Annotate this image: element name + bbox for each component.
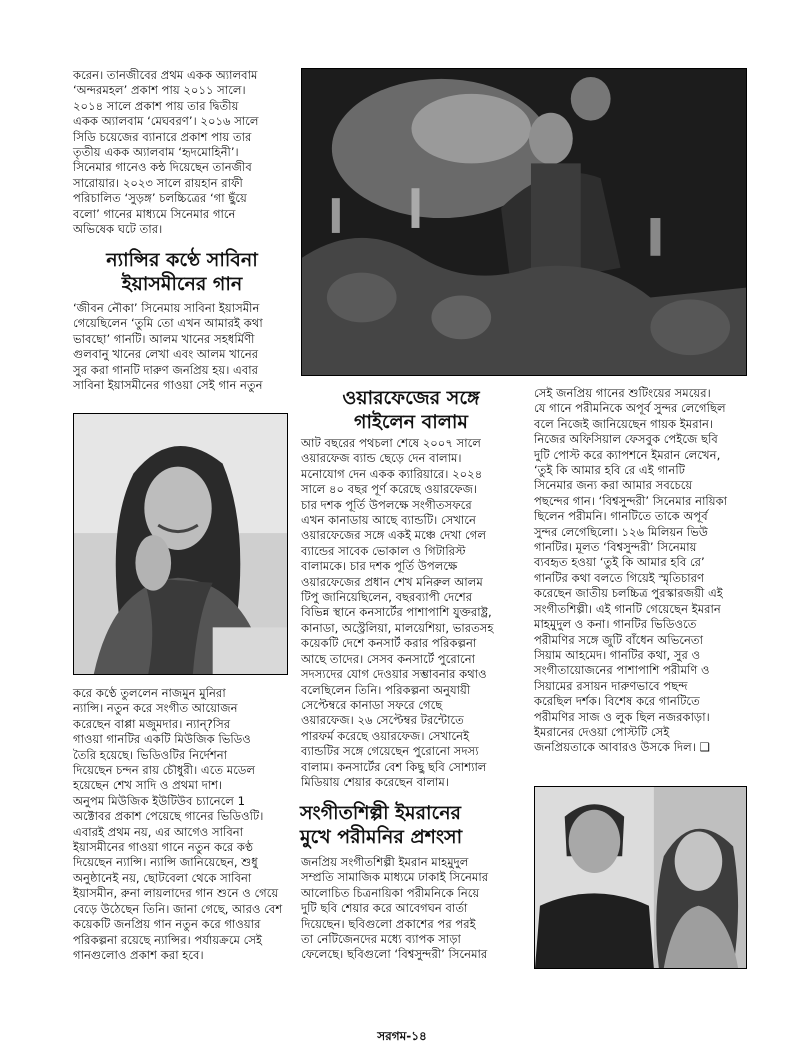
nancy-portrait-photo <box>73 413 288 675</box>
text-line: ব্যবহৃত হওয়া ‘তুই কি আমার হবি রে’ <box>534 555 705 570</box>
text-line: জনপ্রিয়তাকে আবারও উসকে দিল। ❑ <box>534 740 710 755</box>
text-line: বলেছিলেন তিনি। পরিকল্পনা অনুযায়ী <box>301 682 471 697</box>
text-line: কয়েকটি দেশে কনসার্ট করার পরিকল্পনা <box>301 636 477 651</box>
text-line: সালে ৪০ বছর পূর্ণ করেছে ওয়ারফেজ। <box>301 482 478 497</box>
text-line: ইমরানের দেওয়া পোস্টটি সেই <box>534 724 670 739</box>
text-line: পরীমণির সাজ ও লুক ছিল নজরকাড়া। <box>534 709 710 724</box>
text-line: তৃতীয় একক অ্যালবাম ‘হৃদমোহিনী’। <box>73 145 239 160</box>
text-line: যে গানে পরীমনিকে অপূর্ব সুন্দর লেগেছিল <box>534 401 726 416</box>
text-line: করেছেন বাপ্পা মজুমদার। ন্যান্?সির <box>73 716 231 731</box>
heading-nancy <box>73 248 291 296</box>
text-line: ‘জীবন নৌকা’ সিনেমায় সাবিনা ইয়াসমীন <box>73 301 260 315</box>
text-line: অনুপম মিউজিক ইউটিউব চ্যানেলে 1 <box>73 793 246 808</box>
text-line: এখন কানাডায় আছে ব্যান্ডটি। সেখানে <box>301 513 476 528</box>
column3-text <box>534 386 756 756</box>
text-line: ফেলেছে। ছবিগুলো ‘বিশ্বসুন্দরী’ সিনেমার <box>301 947 488 962</box>
text-line: হয়েছেন শেখ সাদি ও প্রথমা দাশ। <box>73 778 223 793</box>
text-line: কানাডা, অস্ট্রেলিয়া, মালয়েশিয়া, ভারতসহ <box>301 620 494 635</box>
text-line: বেড়ে উঠেছেন তিনি। জানা গেছে, আরও বেশ <box>73 901 283 916</box>
text-line: মাহমুদুল ও কনা। গানটির ভিডিওতে <box>534 617 697 632</box>
text-line: অভিষেক ঘটে তার। <box>73 222 163 237</box>
text-line: করেন। তানজীবের প্রথম একক অ্যালবাম <box>73 68 258 82</box>
text-line: পারফর্ম করেছে ওয়ারফেজ। সেখানেই <box>301 728 470 743</box>
text-line: দিয়েছেন চন্দন রায় চৌধুরী। এতে মডেল <box>73 763 256 778</box>
text-line: বলে নিজেই জানিয়েছেন গায়ক ইমরান। <box>534 416 714 431</box>
text-line: ইয়াসমীন, রুনা লায়লাদের গান শুনে ও গেয়ে <box>73 886 279 901</box>
text-line: সিয়াম আহমেদ। গানটির কথা, সুর ও <box>534 647 701 662</box>
text-line: ছিলেন পরীমনি। গানটিতে তাকে অপূর্ব <box>534 509 708 524</box>
text-line: এবারই প্রথম নয়, এর আগেও সাবিনা <box>73 824 244 839</box>
column2-text <box>301 436 525 790</box>
heading-line: গাইলেন বালাম <box>354 411 468 433</box>
text-line: তা নেটিজেনদের মধ্যে ব্যাপক সাড়া <box>301 932 461 947</box>
text-line: দিয়েছেন ন্যান্সি। ন্যান্সি জানিয়েছেন, শুধু <box>73 855 258 870</box>
heading-line: মুখে পরীমনির প্রশংসা <box>300 826 463 848</box>
text-line: সম্প্রতি সামাজিক মাধ্যমে ঢাকাই সিনেমার <box>301 870 489 885</box>
text-line: ব্যান্ডের সাবেক ভোকাল ও গিটারিস্ট <box>301 543 466 558</box>
text-line: অনুষ্ঠানেই নয়, ছোটবেলা থেকে সাবিনা <box>73 870 252 885</box>
heading-line: ন্যান্সির কণ্ঠে সাবিনা <box>106 249 258 271</box>
text-line: করেছিল দর্শক। বিশেষ করে গানটিতে <box>534 694 700 709</box>
page-number: সরগম-১৪ <box>377 1029 427 1043</box>
text-line: গানগুলোও প্রকাশ করা হবে। <box>73 947 204 962</box>
text-line: সংগীতশিল্পী। এই গানটি গেয়েছেন ইমরান <box>534 601 721 616</box>
text-line: বলো’ গানের মাধ্যমে সিনেমার গানে <box>73 206 236 221</box>
text-line: চার দশক পূর্তি উপলক্ষে সংগীতসফরে <box>301 497 472 512</box>
text-line: সংগীতায়োজনের পাশাপাশি পরীমণি ও <box>534 663 710 678</box>
concert-photo <box>301 68 747 376</box>
text-line: ভাবছো’ গানটি। আলম খানের সহধর্মিণী <box>73 331 255 346</box>
text-line: অক্টোবর প্রকাশ পেয়েছে গানের ভিডিওটি। <box>73 809 264 824</box>
text-line: করে কণ্ঠে তুললেন নাজমুন মুনিরা <box>73 686 226 700</box>
column1-top-text <box>73 68 291 237</box>
text-line: সদস্যদের যোগ দেওয়ার সম্ভাবনার কথাও <box>301 667 487 682</box>
text-line: নিজের অফিসিয়াল ফেসবুক পেইজে ছবি <box>534 432 718 447</box>
text-line: সিনেমার গানেও কন্ঠ দিয়েছেন তানজীব <box>73 160 252 175</box>
text-line: সিয়ামের রসায়ন দারুণভাবে পছন্দ <box>534 678 688 693</box>
text-line: গুলবানু খানের লেখা এবং আলম খানের <box>73 347 259 362</box>
text-line: পছন্দের গান। ‘বিশ্বসুন্দরী’ সিনেমার নায়িকা <box>534 493 728 508</box>
text-line: তৈরি হয়েছে। ভিডিওটির নির্দেশনা <box>73 747 228 762</box>
text-line: কয়েকটি জনপ্রিয় গান নতুন করে গাওয়ার <box>73 917 261 932</box>
text-line: পরিচালিত ‘সুড়ঙ্গ’ চলচ্চিত্রের ‘গা ছুঁয়ে <box>73 191 247 206</box>
text-line: ন্যান্সি। নতুন করে সংগীত আয়োজন <box>73 701 238 716</box>
text-line: সিনেমার জন্য করা আমার সবচেয়ে <box>534 478 693 493</box>
text-line: ইয়াসমীনের গাওয়া গানে নতুন করে কণ্ঠ <box>73 840 254 855</box>
text-line: আট বছরের পথচলা শেষে ২০০৭ সালে <box>301 436 481 450</box>
imran-porimoni-photo <box>534 786 747 969</box>
text-line: গানটির। মূলত ‘বিশ্বসুন্দরী’ সিনেমায় <box>534 540 697 555</box>
text-line: টিপু জানিয়েছিলেন, বছরব্যাপী দেশের <box>301 590 473 605</box>
text-line: সুন্দর লেগেছিলো। ১২৬ মিলিয়ন ভিউ <box>534 524 708 539</box>
text-line: একক অ্যালবাম ‘মেঘবরণ’। ২০১৬ সালে <box>73 114 259 129</box>
column1-bottom-text <box>73 686 291 963</box>
text-line: দুটি পোস্ট করে ক্যাপশনে ইমরান লেখেন, <box>534 447 721 462</box>
text-line: সুর করা গানটি দারুণ জনপ্রিয় হয়। এবার <box>73 362 259 377</box>
text-line: বিভিন্ন স্থানে কনসার্টের পাশাপাশি যুক্তরাষ্ট্র, <box>301 605 492 620</box>
text-line: বালাম। কনসার্টের বেশ কিছু ছবি সোশ্যাল <box>301 759 487 774</box>
text-line: করেছেন জাতীয় চলচ্চিত্র পুরস্কারজয়ী এই <box>534 586 723 601</box>
text-line: আলোচিত চিত্রনায়িকা পরীমনিকে নিয়ে <box>301 885 480 900</box>
text-line: দুটি ছবি শেয়ার করে আবেগঘন বার্তা <box>301 901 468 916</box>
text-line: ওয়ারফেজ ব্যান্ড ছেড়ে দেন বালাম। <box>301 451 462 466</box>
text-line: গেয়েছিলেন ‘তুমি তো এখন আমারই কথা <box>73 316 263 331</box>
text-line: আছে তাদের। সেসব কনসার্টে পুরোনো <box>301 651 475 666</box>
text-line: জনপ্রিয় সংগীতশিল্পী ইমরান মাহমুদুল <box>301 855 469 869</box>
text-line: ‘তুই কি আমার হবি রে এই গানটি <box>534 463 685 478</box>
column2-bottom-text <box>301 855 525 963</box>
text-line: ২০১৪ সালে প্রকাশ পায় তার দ্বিতীয় <box>73 98 239 113</box>
text-line: সারোয়ার। ২০২৩ সালে রায়হান রাফী <box>73 175 243 190</box>
text-line: মনোযোগ দেন একক ক্যারিয়ারে। ২০২৪ <box>301 466 483 481</box>
text-line: সিডি চয়েজের ব্যানারে প্রকাশ পায় তার <box>73 129 252 144</box>
heading-line: ইয়াসমীনের গান <box>121 273 243 295</box>
text-line: মিডিয়ায় শেয়ার করেছেন বালাম। <box>301 774 449 789</box>
text-line: দিয়েছেন। ছবিগুলো প্রকাশের পর পরই <box>301 916 476 931</box>
text-line: ওয়ারফেজ। ২৬ সেপ্টেম্বর টরন্টোতে <box>301 713 464 728</box>
text-line: গাওয়া গানটির একটি মিউজিক ভিডিও <box>73 732 251 747</box>
column1-mid-text <box>73 301 291 393</box>
text-line: সাবিনা ইয়াসমীনের গাওয়া সেই গান নতুন <box>73 378 263 393</box>
text-line: সেপ্টেম্বরে কানাডা সফরে গেছে <box>301 697 443 712</box>
text-line: পরীমণির সঙ্গে জুটি বাঁধেন অভিনেতা <box>534 632 703 647</box>
text-line: গানটির কথা বলতে গিয়েই স্মৃতিচারণ <box>534 570 705 585</box>
text-line: পরিকল্পনা রয়েছে ন্যান্সির। পর্যায়ক্রমে সেই <box>73 932 263 947</box>
text-line: সেই জনপ্রিয় গানের শুটিংয়ের সময়ের। <box>534 386 711 400</box>
heading-imran <box>300 801 522 849</box>
heading-line: ওয়ারফেজের সঙ্গে <box>342 387 480 409</box>
text-line: ওয়ারফেজের প্রধান শেখ মনিরুল আলম <box>301 574 483 589</box>
heading-warfaze <box>300 386 522 434</box>
heading-line: সংগীতশিল্পী ইমরানের <box>300 802 461 824</box>
text-line: ওয়ারফেজের সঙ্গে একই মঞ্চে দেখা গেল <box>301 528 486 543</box>
text-line: ‘অন্দরমহল’ প্রকাশ পায় ২০১১ সালে। <box>73 83 246 98</box>
text-line: বালামকে। চার দশক পূর্তি উপলক্ষে <box>301 559 458 574</box>
text-line: ব্যান্ডটির সঙ্গে গেয়েছেন পুরোনো সদস্য <box>301 744 479 759</box>
